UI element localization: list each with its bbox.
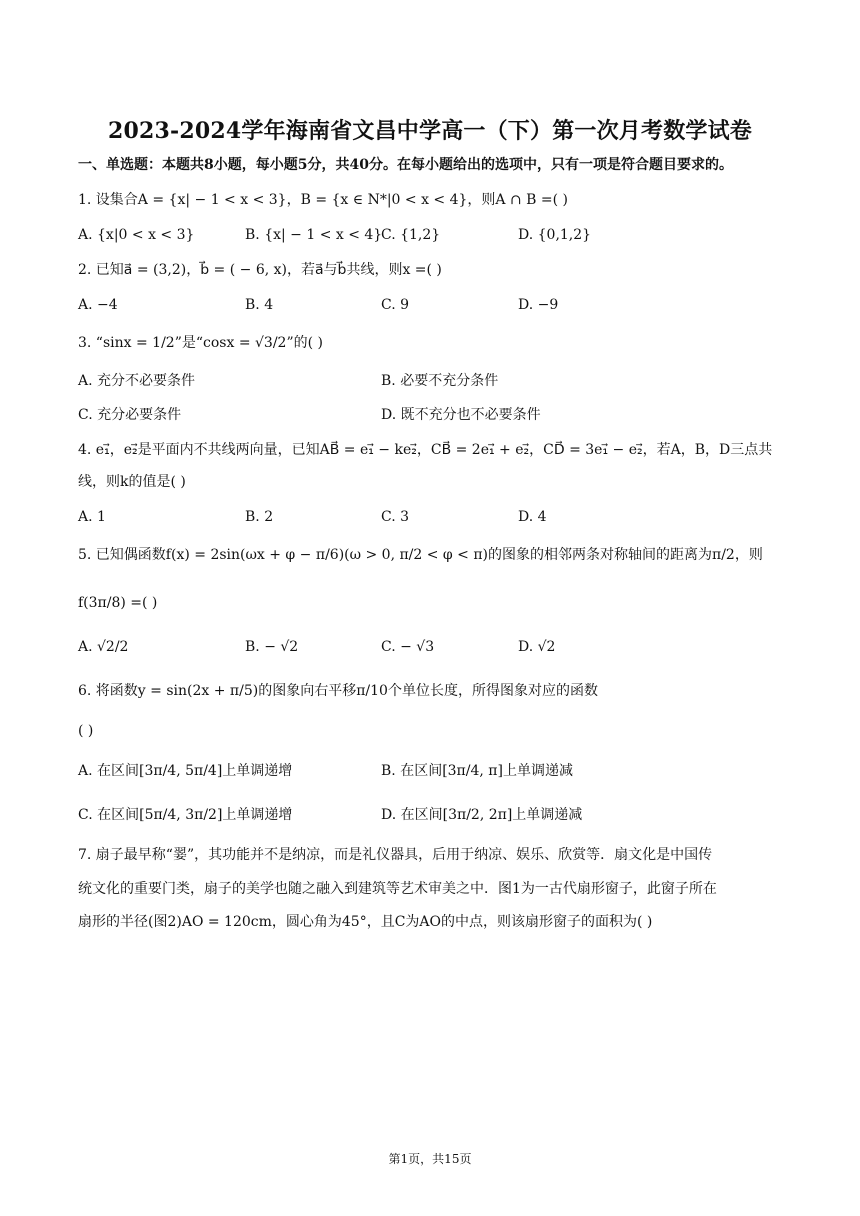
q2-option-b: B. 4 bbox=[245, 297, 274, 313]
question-5-stem-line2: f(3π/8) =( ) bbox=[78, 595, 158, 611]
question-7-line1: 7. 扇子最早称“翣”，其功能并不是纳凉，而是礼仪器具，后用于纳凉、娱乐、欣赏等．扇文化是中国传 bbox=[78, 847, 713, 863]
q1-option-a: A. {x|0 < x < 3} bbox=[78, 227, 195, 243]
q2-option-d: D. −9 bbox=[518, 297, 559, 313]
q4-option-c: C. 3 bbox=[381, 509, 410, 525]
question-5-stem-line1: 5. 已知偶函数f(x) = 2sin(ωx + φ − π/6)(ω > 0, π/2 < φ < π)的图象的相邻两条对称轴间的距离为π/2，则 bbox=[78, 547, 763, 563]
q5-option-c: C. − √3 bbox=[381, 639, 435, 655]
question-4-stem-line2: 线，则k的值是( ) bbox=[78, 474, 186, 490]
q5-option-b: B. − √2 bbox=[245, 639, 299, 655]
q1-option-d: D. {0,1,2} bbox=[518, 227, 592, 243]
page-footer: 第1页，共15页 bbox=[388, 1152, 472, 1166]
question-6-stem-line1: 6. 将函数y = sin(2x + π/5)的图象向右平移π/10个单位长度，所得图象对应的函数 bbox=[78, 683, 598, 699]
q5-option-a: A. √2/2 bbox=[78, 639, 129, 655]
q3-option-a: A. 充分不必要条件 bbox=[78, 373, 196, 389]
q6-option-c: C. 在区间[5π/4, 3π/2]上单调递增 bbox=[78, 807, 293, 823]
exam-title: 2023-2024学年海南省文昌中学高一（下）第一次月考数学试卷 bbox=[108, 118, 752, 144]
q3-option-d: D. 既不充分也不必要条件 bbox=[381, 407, 541, 423]
section-heading: 一、单选题：本题共8小题，每小题5分，共40分。在每小题给出的选项中，只有一项是符合题目要求的。 bbox=[78, 157, 733, 173]
q6-option-b: B. 在区间[3π/4, π]上单调递减 bbox=[381, 763, 573, 779]
question-7-line3: 扇形的半径(图2)AO = 120cm，圆心角为45°，且C为AO的中点，则该扇形窗子的面积为( ) bbox=[78, 914, 653, 930]
q6-option-a: A. 在区间[3π/4, 5π/4]上单调递增 bbox=[78, 763, 293, 779]
q4-option-d: D. 4 bbox=[518, 509, 547, 525]
q2-option-c: C. 9 bbox=[381, 297, 410, 313]
question-2-stem: 2. 已知a⃗ = (3,2)，b⃗ = ( − 6, x)，若a⃗与b⃗共线，则x =( ) bbox=[78, 262, 442, 278]
q4-option-a: A. 1 bbox=[78, 509, 106, 525]
q1-option-c: C. {1,2} bbox=[381, 227, 441, 243]
q5-option-d: D. √2 bbox=[518, 639, 556, 655]
question-1-stem: 1. 设集合A = {x| − 1 < x < 3}，B = {x ∈ N*|0 < x < 4}，则A ∩ B =( ) bbox=[78, 192, 568, 208]
q1-option-b: B. {x| − 1 < x < 4} bbox=[245, 227, 383, 243]
q3-option-b: B. 必要不充分条件 bbox=[381, 373, 499, 389]
q2-option-a: A. −4 bbox=[78, 297, 118, 313]
q3-option-c: C. 充分必要条件 bbox=[78, 407, 182, 423]
question-4-stem-line1: 4. e₁⃗，e₂⃗是平面内不共线两向量，已知AB⃗ = e₁⃗ − ke₂⃗，CB⃗ = 2e₁⃗ + e₂⃗，CD⃗ = 3e₁⃗ − e₂⃗，若A，B，D三点共 bbox=[78, 442, 773, 458]
question-3-stem: 3. “sinx = 1/2”是“cosx = √3/2”的( ) bbox=[78, 335, 323, 351]
q6-option-d: D. 在区间[3π/2, 2π]上单调递减 bbox=[381, 807, 583, 823]
question-6-stem-line2: ( ) bbox=[78, 723, 94, 739]
q4-option-b: B. 2 bbox=[245, 509, 274, 525]
question-7-line2: 统文化的重要门类，扇子的美学也随之融入到建筑等艺术审美之中．图1为一古代扇形窗子，此窗子所在 bbox=[78, 881, 717, 897]
